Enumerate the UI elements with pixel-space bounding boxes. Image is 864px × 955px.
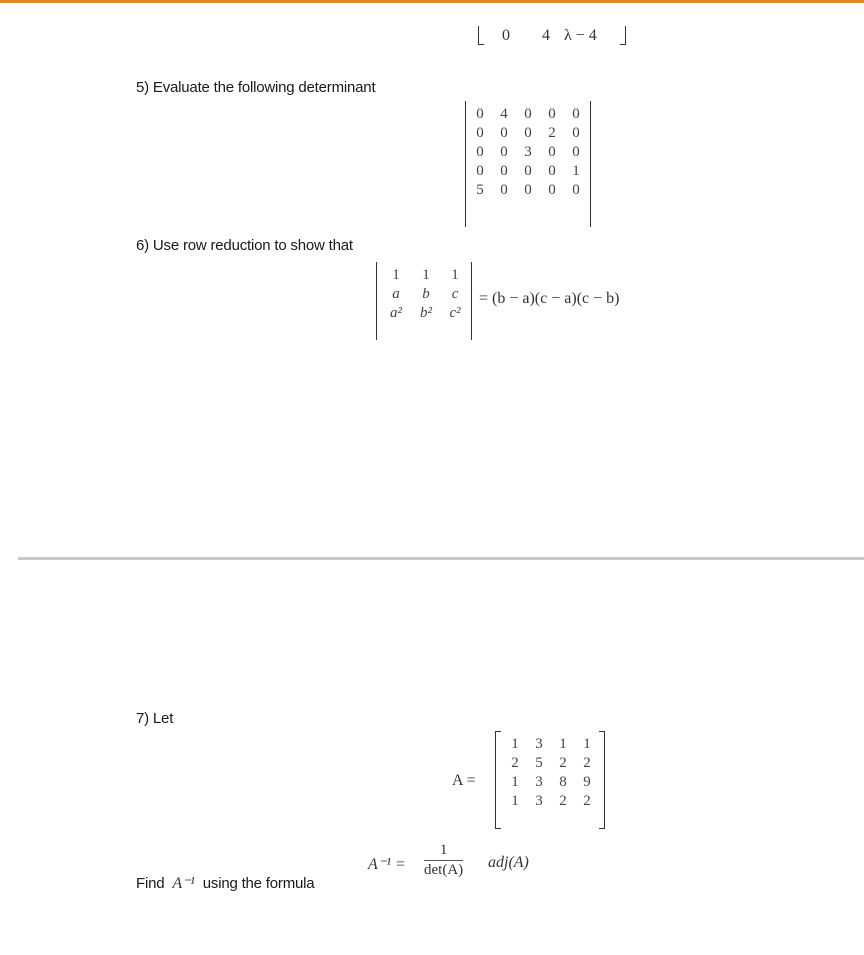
matrix-cell: 0 [572, 125, 580, 141]
matrix-cell: 0 [572, 144, 580, 160]
previous-matrix-fragment [478, 26, 626, 48]
matrix-cell: 4 [500, 106, 508, 122]
question-5-text: 5) Evaluate the following determinant [136, 79, 376, 96]
matrix-cell: 9 [583, 774, 591, 790]
fragment-cell-2: 4 [542, 27, 550, 44]
matrix-cell: 2 [511, 755, 519, 771]
matrix-cell: 1 [511, 793, 519, 809]
matrix-row [381, 266, 469, 285]
matrix-cell: 2 [559, 755, 567, 771]
matrix-cell: 0 [572, 106, 580, 122]
q7-matrix-A [495, 731, 605, 829]
matrix-cell: 0 [524, 125, 532, 141]
matrix-cell: 0 [476, 144, 484, 160]
find-label: Find [136, 875, 165, 892]
matrix-cell: 3 [535, 736, 543, 752]
matrix-row [468, 143, 588, 162]
matrix-cell: 2 [559, 793, 567, 809]
matrix-cell: 1 [392, 267, 400, 283]
matrix-cell: 0 [500, 144, 508, 160]
matrix-cell: c² [449, 305, 461, 321]
matrix-cell: 3 [535, 774, 543, 790]
fragment-cell-1: 0 [502, 27, 510, 44]
matrix-row [468, 105, 588, 124]
matrix-cell: 5 [476, 182, 484, 198]
matrix-cell: 1 [451, 267, 459, 283]
matrix-cell: 0 [524, 182, 532, 198]
matrix-row [503, 773, 599, 792]
question-7-text: 7) Let [136, 710, 174, 727]
matrix-cell: 0 [476, 125, 484, 141]
matrix-row [503, 792, 599, 811]
formula-fraction [424, 842, 463, 879]
matrix-cell: 0 [548, 182, 556, 198]
q6-identity-rhs: = (b − a)(c − a)(c − b) [479, 290, 620, 307]
matrix-cell: 8 [559, 774, 567, 790]
find-inverse-text [136, 873, 314, 893]
fraction-denominator: det(A) [424, 862, 464, 878]
matrix-cell: 3 [535, 793, 543, 809]
matrix-cell: b [422, 286, 430, 302]
left-bracket [495, 731, 501, 829]
matrix-row [503, 735, 599, 754]
matrix-cell: c [451, 286, 459, 302]
matrix-cell: b² [420, 305, 433, 321]
matrix-cell: 0 [572, 182, 580, 198]
det-right-bar [590, 101, 591, 227]
matrix-cell: 0 [500, 182, 508, 198]
matrix-row [468, 162, 588, 181]
matrix-cell: 2 [583, 793, 591, 809]
section-divider [18, 557, 864, 560]
matrix-cell: 5 [535, 755, 543, 771]
matrix-cell: 1 [511, 736, 519, 752]
matrix-cell: 1 [583, 736, 591, 752]
matrix-row [381, 285, 469, 304]
fragment-right-bracket [620, 26, 626, 45]
formula-lhs: A⁻¹ = [368, 856, 406, 873]
matrix-cell: 1 [572, 163, 580, 179]
fragment-left-bracket [478, 26, 484, 45]
matrix-cell: 2 [548, 125, 556, 141]
fragment-cell-3: λ − 4 [564, 27, 597, 44]
q6-determinant [375, 262, 473, 340]
matrix-cell: a² [390, 305, 403, 321]
matrix-cell: 0 [548, 163, 556, 179]
inverse-symbol: A⁻¹ [172, 875, 195, 892]
fraction-numerator: 1 [424, 842, 463, 861]
matrix-cell: 0 [500, 125, 508, 141]
top-accent-bar [0, 0, 864, 3]
formula-adjugate: adj(A) [488, 854, 529, 871]
matrix-cell: 1 [511, 774, 519, 790]
matrix-row [381, 304, 469, 323]
det-right-bar [471, 262, 472, 340]
matrix-row [468, 181, 588, 200]
matrix-cell: 0 [524, 106, 532, 122]
matrix-cell: 0 [524, 163, 532, 179]
matrix-cell: 2 [583, 755, 591, 771]
matrix-row [468, 124, 588, 143]
det-left-bar [376, 262, 377, 340]
matrix-cell: 1 [422, 267, 430, 283]
matrix-A-label: A = [452, 772, 476, 789]
det-left-bar [465, 101, 466, 227]
matrix-cell: a [392, 286, 400, 302]
matrix-cell: 0 [548, 144, 556, 160]
matrix-cell: 1 [559, 736, 567, 752]
matrix-cell: 3 [524, 144, 532, 160]
question-6-text: 6) Use row reduction to show that [136, 237, 353, 254]
matrix-row [503, 754, 599, 773]
right-bracket [599, 731, 605, 829]
find-suffix: using the formula [202, 875, 315, 892]
matrix-cell: 0 [500, 163, 508, 179]
matrix-cell: 0 [476, 106, 484, 122]
q5-determinant [464, 101, 592, 227]
matrix-cell: 0 [476, 163, 484, 179]
matrix-cell: 0 [548, 106, 556, 122]
